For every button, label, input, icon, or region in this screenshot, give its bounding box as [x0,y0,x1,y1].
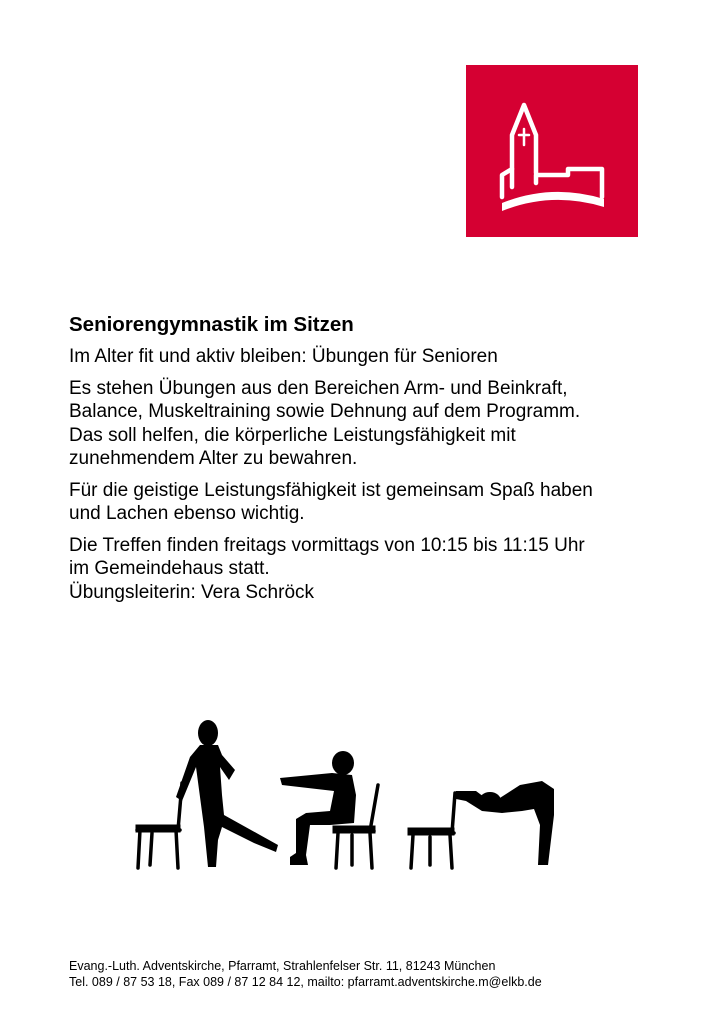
chair-3-seat [408,828,454,835]
exercise-illustration [130,715,570,880]
figure-seated-arms-forward [280,751,356,865]
figure-standing [176,720,278,867]
paragraph-line: und Lachen ebenso wichtig. [69,503,305,524]
church-icon [466,65,638,237]
paragraph-line: Das soll helfen, die körperliche Leistungsfähigkeit mit [69,424,516,446]
document-body [69,312,689,612]
paragraph-schedule [69,534,689,605]
footer-address: Evang.-Luth. Adventskirche, Pfarramt, Strahlenfelser Str. 11, 81243 München [69,959,496,973]
footer-contact [69,958,689,990]
figure-bending [456,781,554,865]
paragraph-line: zunehmendem Alter zu bewahren. [69,448,358,469]
church-logo [466,65,638,237]
paragraph-program [69,377,689,471]
paragraph-line: Balance, Muskeltraining sowie Dehnung auf dem Programm. [69,401,581,422]
chair-exercise-silhouettes-icon [130,715,570,880]
instructor-line: Übungsleiterin: Vera Schröck [69,581,315,603]
paragraph-line: im Gemeindehaus statt. [69,558,270,579]
logo-background [466,65,638,237]
document-title: Seniorengymnastik im Sitzen [69,313,354,336]
chair-1-seat [136,825,180,832]
footer-phone-email: Tel. 089 / 87 53 18, Fax 089 / 87 12 84 12, mailto: pfarramt.adventskirche.m@elkb.de [69,975,542,989]
paragraph-line: Es stehen Übungen aus den Bereichen Arm- und Beinkraft, [69,377,568,399]
document-subtitle: Im Alter fit und aktiv bleiben: Übungen für Senioren [69,346,498,367]
paragraph-line: Für die geistige Leistungsfähigkeit ist gemeinsam Spaß haben [69,479,593,501]
paragraph-line: Die Treffen finden freitags vormittags von 10:15 bis 11:15 Uhr [69,534,585,556]
chair-2-seat [333,826,375,833]
paragraph-fun [69,479,689,526]
